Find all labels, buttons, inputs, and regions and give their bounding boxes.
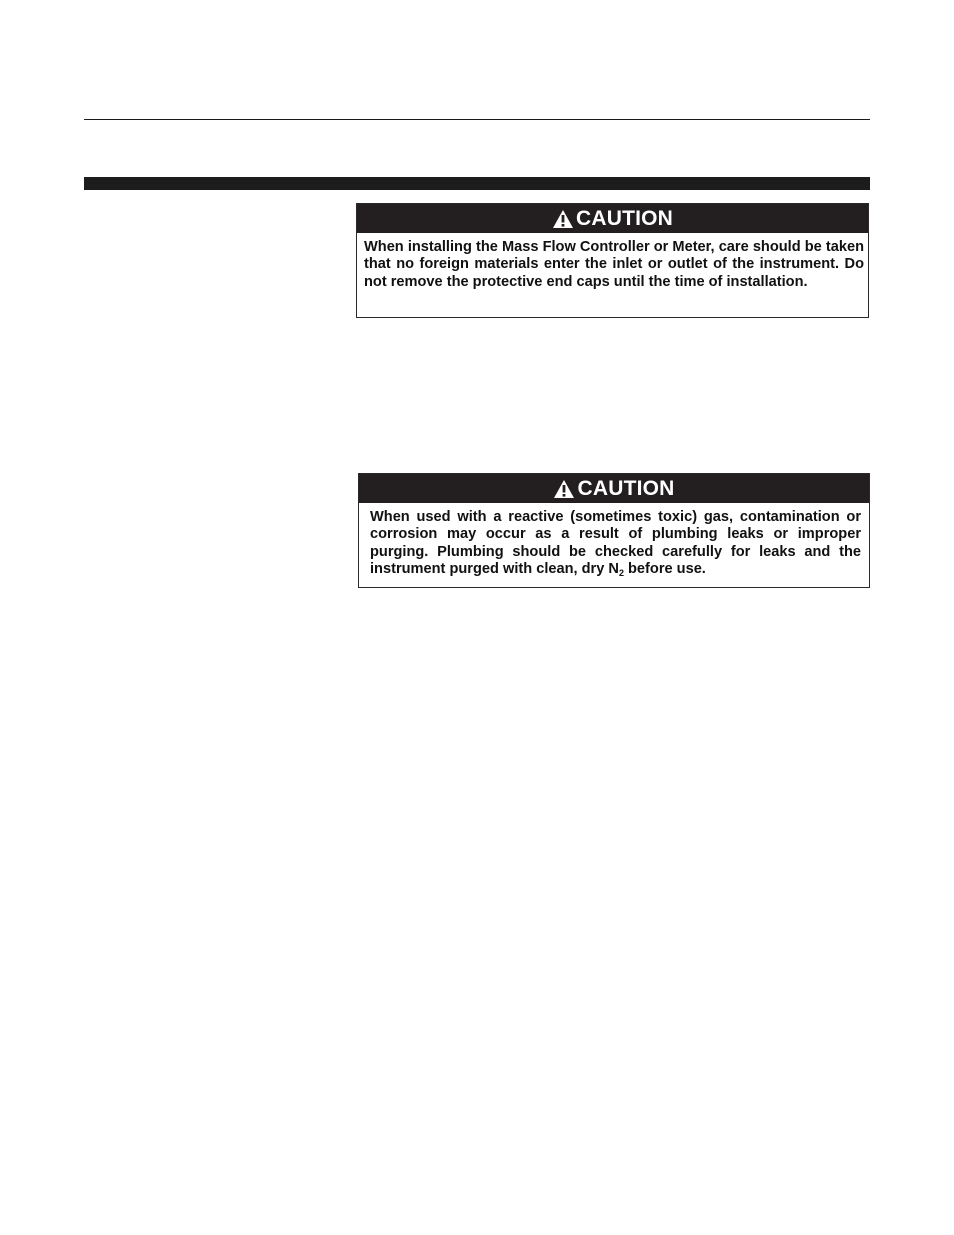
caution-text-main: When used with a reactive (sometimes toxic) gas, contamination or corrosion may occur as a result of plumbing leaks or improper purging. Plumbing should be checked carefully for leaks and the instrument purged with clean, dry N (370, 509, 861, 578)
caution-text: When installing the Mass Flow Controller or Meter, care should be taken that no foreign materials enter the inlet or outlet of the instrument. Do not remove the protective end caps until the time of installation. (364, 239, 864, 290)
caution-box-installation (356, 203, 869, 318)
caution-header (357, 204, 868, 233)
warning-triangle-icon (553, 479, 575, 499)
caution-text-end: before use. (623, 561, 706, 578)
caution-text (359, 503, 869, 579)
subscript-two: 2 (618, 568, 624, 579)
section-bar (84, 177, 870, 190)
caution-title: CAUTION (575, 206, 674, 230)
header-rule (84, 119, 870, 120)
caution-box-reactive-gas (358, 473, 870, 588)
warning-triangle-icon (552, 209, 574, 229)
caution-title: CAUTION (577, 476, 675, 500)
caution-header (359, 474, 869, 503)
